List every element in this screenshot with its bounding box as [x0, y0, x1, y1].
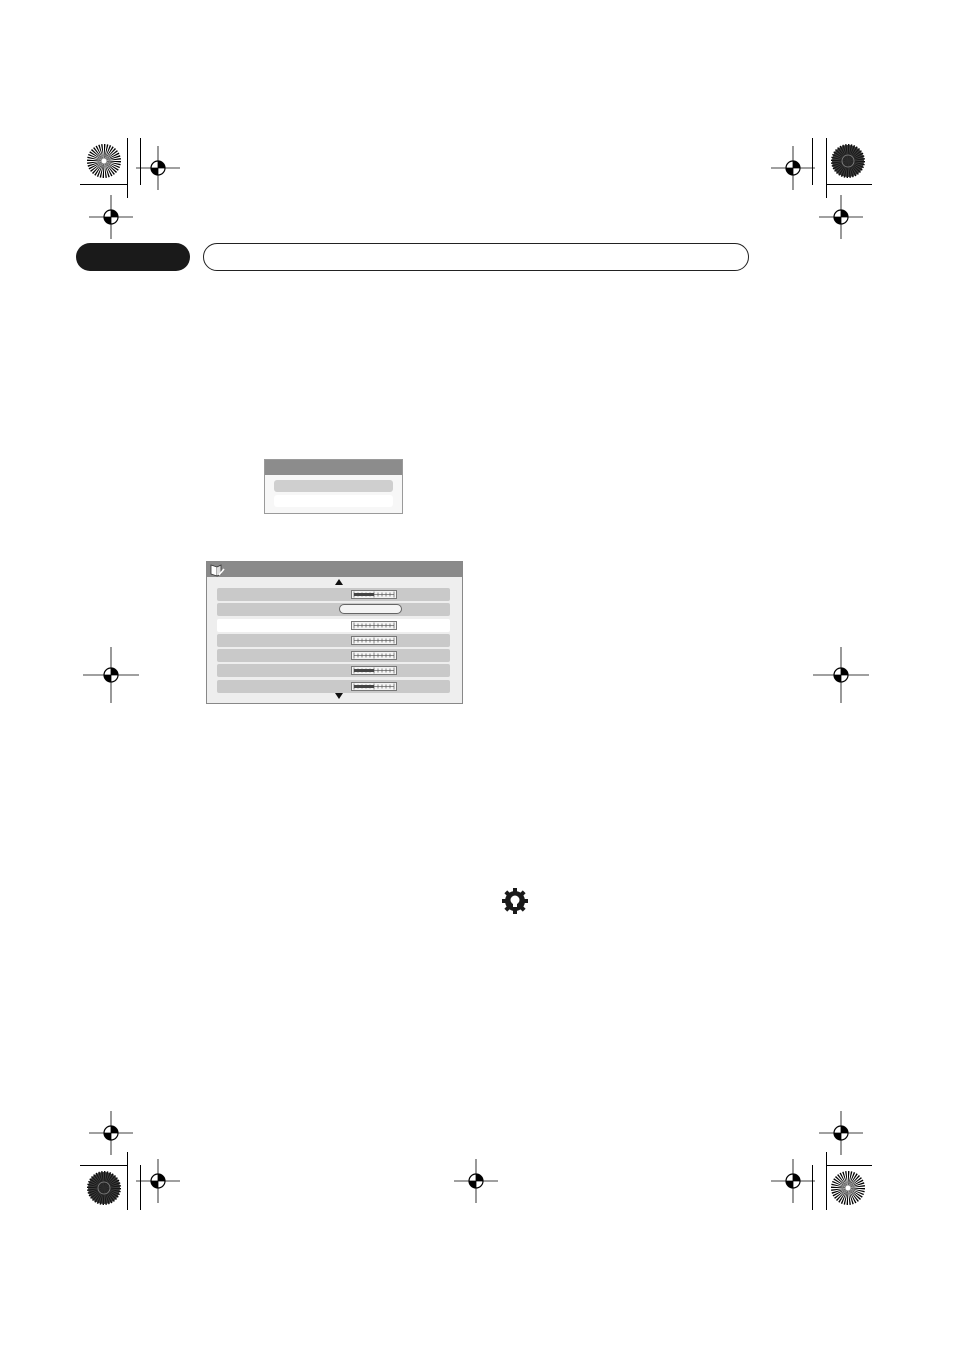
crop-line — [826, 138, 827, 198]
registration-target — [89, 195, 133, 239]
crop-line — [826, 1165, 872, 1166]
adjust-slider[interactable] — [351, 666, 397, 675]
color-target — [86, 1170, 122, 1206]
dialog-title-bar — [265, 460, 402, 475]
lightbulb-gear-icon — [502, 888, 528, 914]
panel-header — [207, 562, 462, 577]
adjust-row[interactable] — [217, 619, 450, 632]
color-target — [830, 143, 866, 179]
crop-line — [826, 1152, 827, 1210]
registration-target — [454, 1159, 498, 1203]
triangle-down-icon[interactable] — [335, 693, 343, 699]
crop-line — [80, 184, 128, 185]
selection-dialog — [264, 459, 403, 514]
picture-adjust-panel — [206, 561, 463, 704]
adjust-row[interactable] — [217, 588, 450, 601]
crop-line — [127, 138, 128, 198]
registration-target — [136, 1159, 180, 1203]
color-target — [86, 143, 122, 179]
mode-selector[interactable] — [339, 604, 402, 614]
registration-target — [136, 146, 180, 190]
registration-target — [813, 647, 869, 703]
adjust-row[interactable] — [217, 603, 450, 616]
color-target — [830, 1170, 866, 1206]
crop-line — [826, 184, 872, 185]
adjust-slider[interactable] — [351, 651, 397, 660]
registration-target — [771, 1159, 815, 1203]
chapter-tab — [76, 243, 190, 271]
adjust-row[interactable] — [217, 634, 450, 647]
book-pencil-icon — [209, 563, 225, 577]
dialog-option-1[interactable] — [274, 480, 393, 492]
registration-target — [819, 195, 863, 239]
adjust-slider[interactable] — [351, 590, 397, 599]
registration-target — [83, 647, 139, 703]
registration-target — [771, 146, 815, 190]
adjust-slider[interactable] — [351, 682, 397, 691]
adjust-row[interactable] — [217, 664, 450, 677]
chapter-title-bar — [203, 243, 749, 271]
registration-target — [89, 1111, 133, 1155]
crop-line — [80, 1165, 128, 1166]
dialog-option-2[interactable] — [274, 495, 393, 507]
adjust-slider[interactable] — [351, 621, 397, 630]
adjust-row[interactable] — [217, 680, 450, 693]
crop-line — [127, 1152, 128, 1210]
registration-target — [819, 1111, 863, 1155]
adjust-row[interactable] — [217, 649, 450, 662]
adjust-slider[interactable] — [351, 636, 397, 645]
triangle-up-icon[interactable] — [335, 579, 343, 585]
